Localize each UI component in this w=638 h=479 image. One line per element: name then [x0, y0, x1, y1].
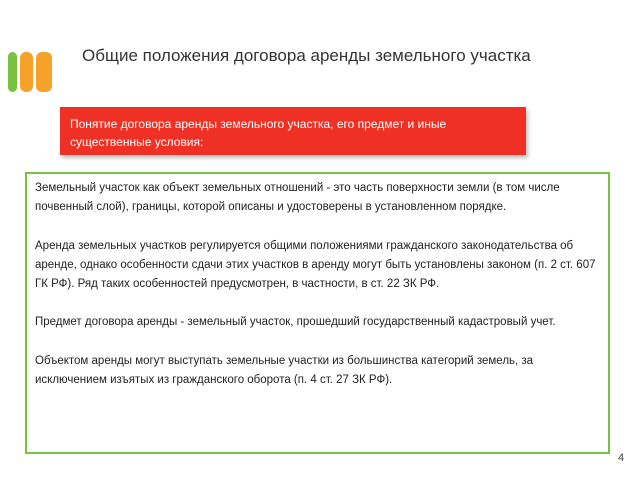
paragraph-objects: Объектом аренды могут выступать земельные участки из большинства категорий земель, за исключением изъятых из гражданского оборота (п. 4 ст. 27 ЗК РФ).: [35, 354, 534, 386]
decorative-bar-orange-small: [20, 52, 33, 92]
slide-title: Общие положения договора аренды земельного участка: [82, 46, 531, 65]
paragraph-subject: Предмет договора аренды - земельный участок, прошедший государственный кадастровый учет.: [35, 316, 556, 329]
page-number: 4: [618, 452, 625, 464]
subtitle-banner: Понятие договора аренды земельного участка, его предмет и иные существенные условия:: [60, 107, 526, 155]
paragraph-regulation: Аренда земельных участков регулируется общими положениями гражданского законодательства об аренде, однако особенности сдачи этих участков в аренду могут быть установлены законом (п. 2 ст. 607 ГК РФ). Ряд таких особенностей предусмотрен, в частности, в ст. 22 ЗК РФ.: [35, 239, 596, 290]
paragraph-definition: Земельный участок как объект земельных отношений - это часть поверхности земли (в том числе почвенный слой), границы, которой описаны и удостоверены в установленном порядке.: [35, 182, 560, 214]
decorative-bar-orange-large: [36, 52, 52, 92]
decorative-bar-green: [8, 52, 17, 92]
content-box: [25, 172, 610, 454]
